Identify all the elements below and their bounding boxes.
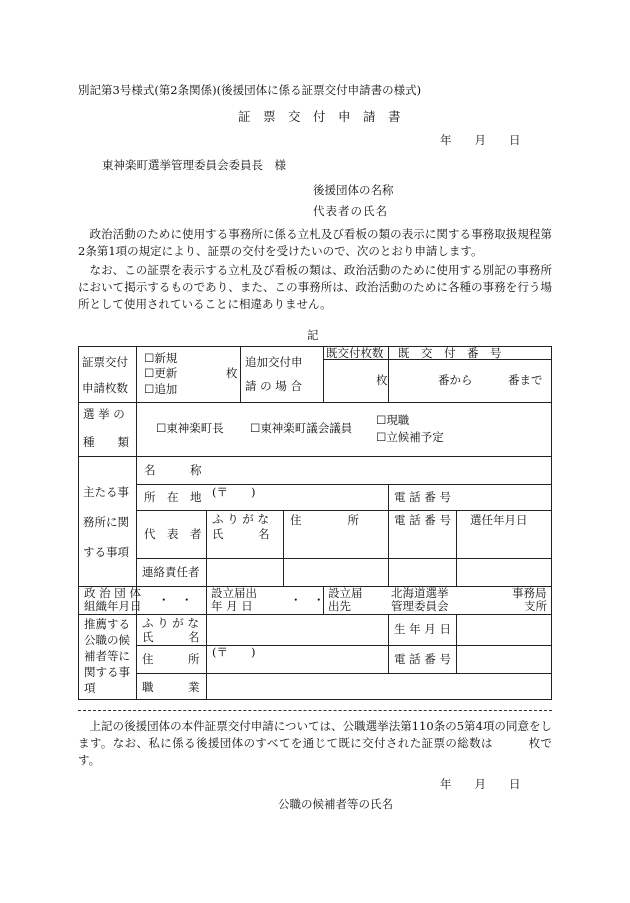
number-to: 番まで (508, 373, 543, 387)
additional-label-b: 請 の 場 合 (245, 379, 302, 393)
office-label-2: 務所に関 (83, 515, 129, 529)
assembly-checkbox[interactable]: ☐ 東神楽町議会議員 (250, 422, 352, 435)
est-date-label-a: 設立届出 (211, 586, 257, 600)
mayor-checkbox[interactable]: ☐ 東神楽町長 (156, 422, 224, 435)
office-phone-label: 電 話 番 号 (394, 490, 451, 504)
candidate-postal-code: (〒 ) (212, 645, 256, 659)
est-date-field[interactable]: ・ ・ (290, 593, 325, 607)
issue-count-label-b: 申請枚数 (82, 381, 128, 395)
application-form-table (78, 346, 552, 700)
renew-checkbox[interactable]: ☐ 更新 (144, 367, 177, 380)
document-title: 証 票 交 付 申 請 書 (238, 109, 401, 124)
org-date-field[interactable]: ・ ・ (158, 593, 193, 607)
candidate-occupation-label: 職 業 (142, 680, 200, 694)
rep-furigana-label: ふ り が な (212, 512, 269, 526)
issued-count-unit: 枚 (376, 373, 388, 387)
candidate-signature-label: 公職の候補者等の氏名 (278, 797, 393, 811)
office-name-label: 名 称 (144, 463, 202, 477)
divider (78, 710, 552, 711)
representative-name-label: 代表者の氏名 (313, 204, 388, 218)
candidate-checkbox[interactable]: ☐ 立候補予定 (376, 431, 444, 444)
consent-paragraph: 上記の後援団体の本件証票交付申請については、公職選挙法第110条の5第4項の同意をします。なお、私に係る後援団体のすべてを通じて既に交付された証票の総数は 枚です。 (78, 719, 552, 767)
office-label-1: 主たる事 (83, 485, 129, 499)
date-line: 年 月 日 (440, 133, 521, 147)
est-date-label-b: 年 月 日 (211, 599, 253, 613)
org-date-label-b: 組織年月日 (84, 599, 142, 613)
bureau-label-b: 支所 (524, 599, 547, 613)
number-from: 番から (438, 373, 473, 387)
appointment-date-label: 選任年月日 (470, 513, 528, 527)
office-address-label: 所 在 地 (144, 490, 202, 504)
est-dest-label-a: 設立届 (328, 586, 363, 600)
incumbent-checkbox[interactable]: ☐ 現職 (376, 414, 409, 427)
candidate-label-3: 補者等に (84, 649, 130, 663)
org-date-label-a: 政 治 団 体 (84, 586, 141, 600)
est-dest-label-b: 出先 (328, 599, 351, 613)
org-name-label: 後援団体の名称 (313, 183, 394, 197)
application-paragraph: 政治活動のために使用する事務所に係る立札及び看板の類の表示に関する事務取扱規程第2条第1項の規定により、証票の交付を受けたいので、次のとおり申請します。 (78, 227, 552, 258)
election-type-label-b: 種 類 (83, 435, 129, 449)
office-label-3: する事項 (83, 545, 129, 559)
rep-name-label: 氏 名 (212, 527, 270, 541)
rep-address-label: 住 所 (290, 513, 359, 527)
committee-label-b: 管理委員会 (391, 599, 449, 613)
candidate-label-5: 項 (84, 681, 96, 695)
add-checkbox[interactable]: ☐ 追加 (144, 383, 177, 396)
rep-phone-label: 電 話 番 号 (394, 513, 451, 527)
candidate-name-label: 氏 名 (142, 630, 200, 644)
candidate-label-4: 関する事 (84, 665, 130, 679)
candidate-address-label: 住 所 (142, 652, 200, 666)
issued-number-header: 既 交 付 番 号 (398, 346, 502, 360)
contact-person-label: 連絡責任者 (142, 565, 200, 579)
candidate-furigana-label: ふ り が な (142, 616, 199, 630)
office-postal-code: (〒 ) (212, 485, 256, 499)
bureau-label-a: 事務局 (512, 586, 547, 600)
form-reference: 別記第3号様式(第2条関係)(後援団体に係る証票交付申請書の様式) (78, 83, 422, 97)
declaration-paragraph: なお、この証票を表示する立札及び看板の類は、政治活動のために使用する別記の事務所において掲示するものであり、また、この事務所は、政治活動のために各種の事務を行う場所として使用されていることに相違ありません。 (78, 263, 552, 311)
election-type-label-a: 選 挙 の (83, 407, 125, 421)
sheets-unit: 枚 (226, 366, 238, 380)
consent-date-line: 年 月 日 (440, 777, 521, 791)
issue-count-label-a: 証票交付 (82, 355, 128, 369)
addressee: 東神楽町選挙管理委員会委員長 様 (102, 158, 286, 172)
candidate-label-1: 推薦する (84, 617, 130, 631)
issued-count-header: 既交付枚数 (326, 346, 384, 360)
committee-label-a: 北海道選挙 (391, 586, 449, 600)
new-checkbox[interactable]: ☐ 新規 (144, 352, 177, 365)
additional-label-a: 追加交付申 (245, 355, 303, 369)
representative-label: 代 表 者 (144, 527, 202, 541)
candidate-birthdate-label: 生 年 月 日 (394, 622, 451, 636)
candidate-label-2: 公職の候 (84, 633, 130, 647)
ki-heading: 記 (307, 328, 319, 342)
candidate-phone-label: 電 話 番 号 (394, 652, 451, 666)
